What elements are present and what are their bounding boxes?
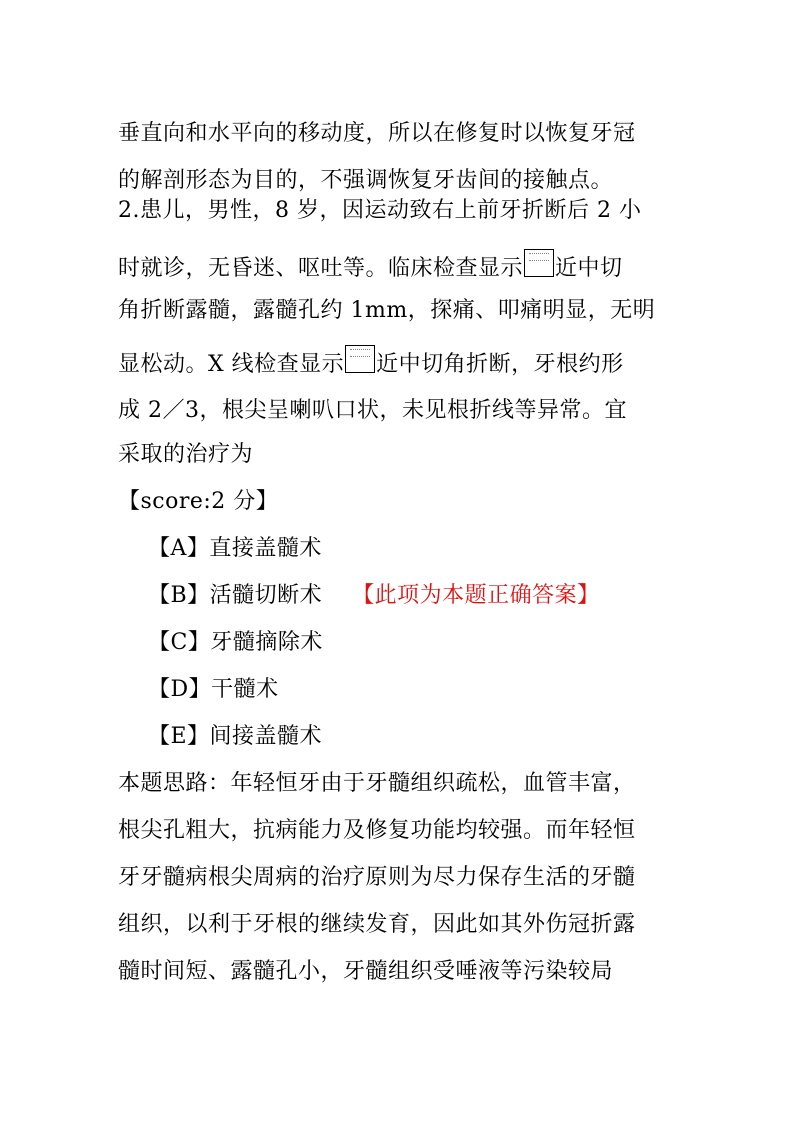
question-stem-line: 成 2／3，根尖呈喇叭口状，未见根折线等异常。宜 (118, 398, 627, 423)
question-stem-line: 角折断露髓，露髓孔约 1mm，探痛、叩痛明显，无明 (118, 298, 656, 323)
explanation-line: 髓时间短、露髓孔小，牙髓组织受唾液等污染较局 (118, 959, 614, 984)
option-e: 【E】间接盖髓术 (148, 724, 323, 749)
tooth-position-icon (345, 345, 375, 373)
option-b-text: 【B】活髓切断术 (148, 583, 323, 608)
question-stem-line (118, 249, 623, 284)
option-c: 【C】牙髓摘除术 (148, 630, 323, 655)
text-line: 垂直向和水平向的移动度，所以在修复时以恢复牙冠 (118, 121, 636, 146)
question-stem-line: 2.患儿，男性，8 岁，因运动致右上前牙折断后 2 小 (118, 198, 642, 223)
question-stem-line (118, 345, 624, 380)
option-d: 【D】干髓术 (148, 677, 279, 702)
score-label: 【score:2 分】 (118, 489, 279, 514)
option-b (148, 581, 600, 611)
explanation-line: 根尖孔粗大，抗病能力及修复功能均较强。而年轻恒 (118, 818, 636, 843)
explanation-line: 组织，以利于牙根的继续发育，因此如其外伤冠折露 (118, 912, 636, 937)
stem-text: 时就诊，无昏迷、呕吐等。临床检查显示 (118, 256, 524, 281)
text-line: 的解剖形态为目的，不强调恢复牙齿间的接触点。 (118, 168, 614, 193)
explanation-line: 牙牙髓病根尖周病的治疗原则为尽力保存生活的牙髓 (118, 865, 636, 890)
question-stem-line: 采取的治疗为 (118, 442, 254, 467)
stem-text: 近中切角折断，牙根约形 (376, 352, 624, 377)
correct-answer-mark: 【此项为本题正确答案】 (352, 583, 600, 608)
option-a: 【A】直接盖髓术 (148, 536, 322, 561)
stem-text: 近中切 (555, 256, 623, 281)
stem-text: 显松动。X 线检查显示 (118, 352, 345, 377)
tooth-position-icon (524, 249, 554, 277)
explanation-line: 本题思路：年轻恒牙由于牙髓组织疏松，血管丰富， (118, 771, 636, 796)
